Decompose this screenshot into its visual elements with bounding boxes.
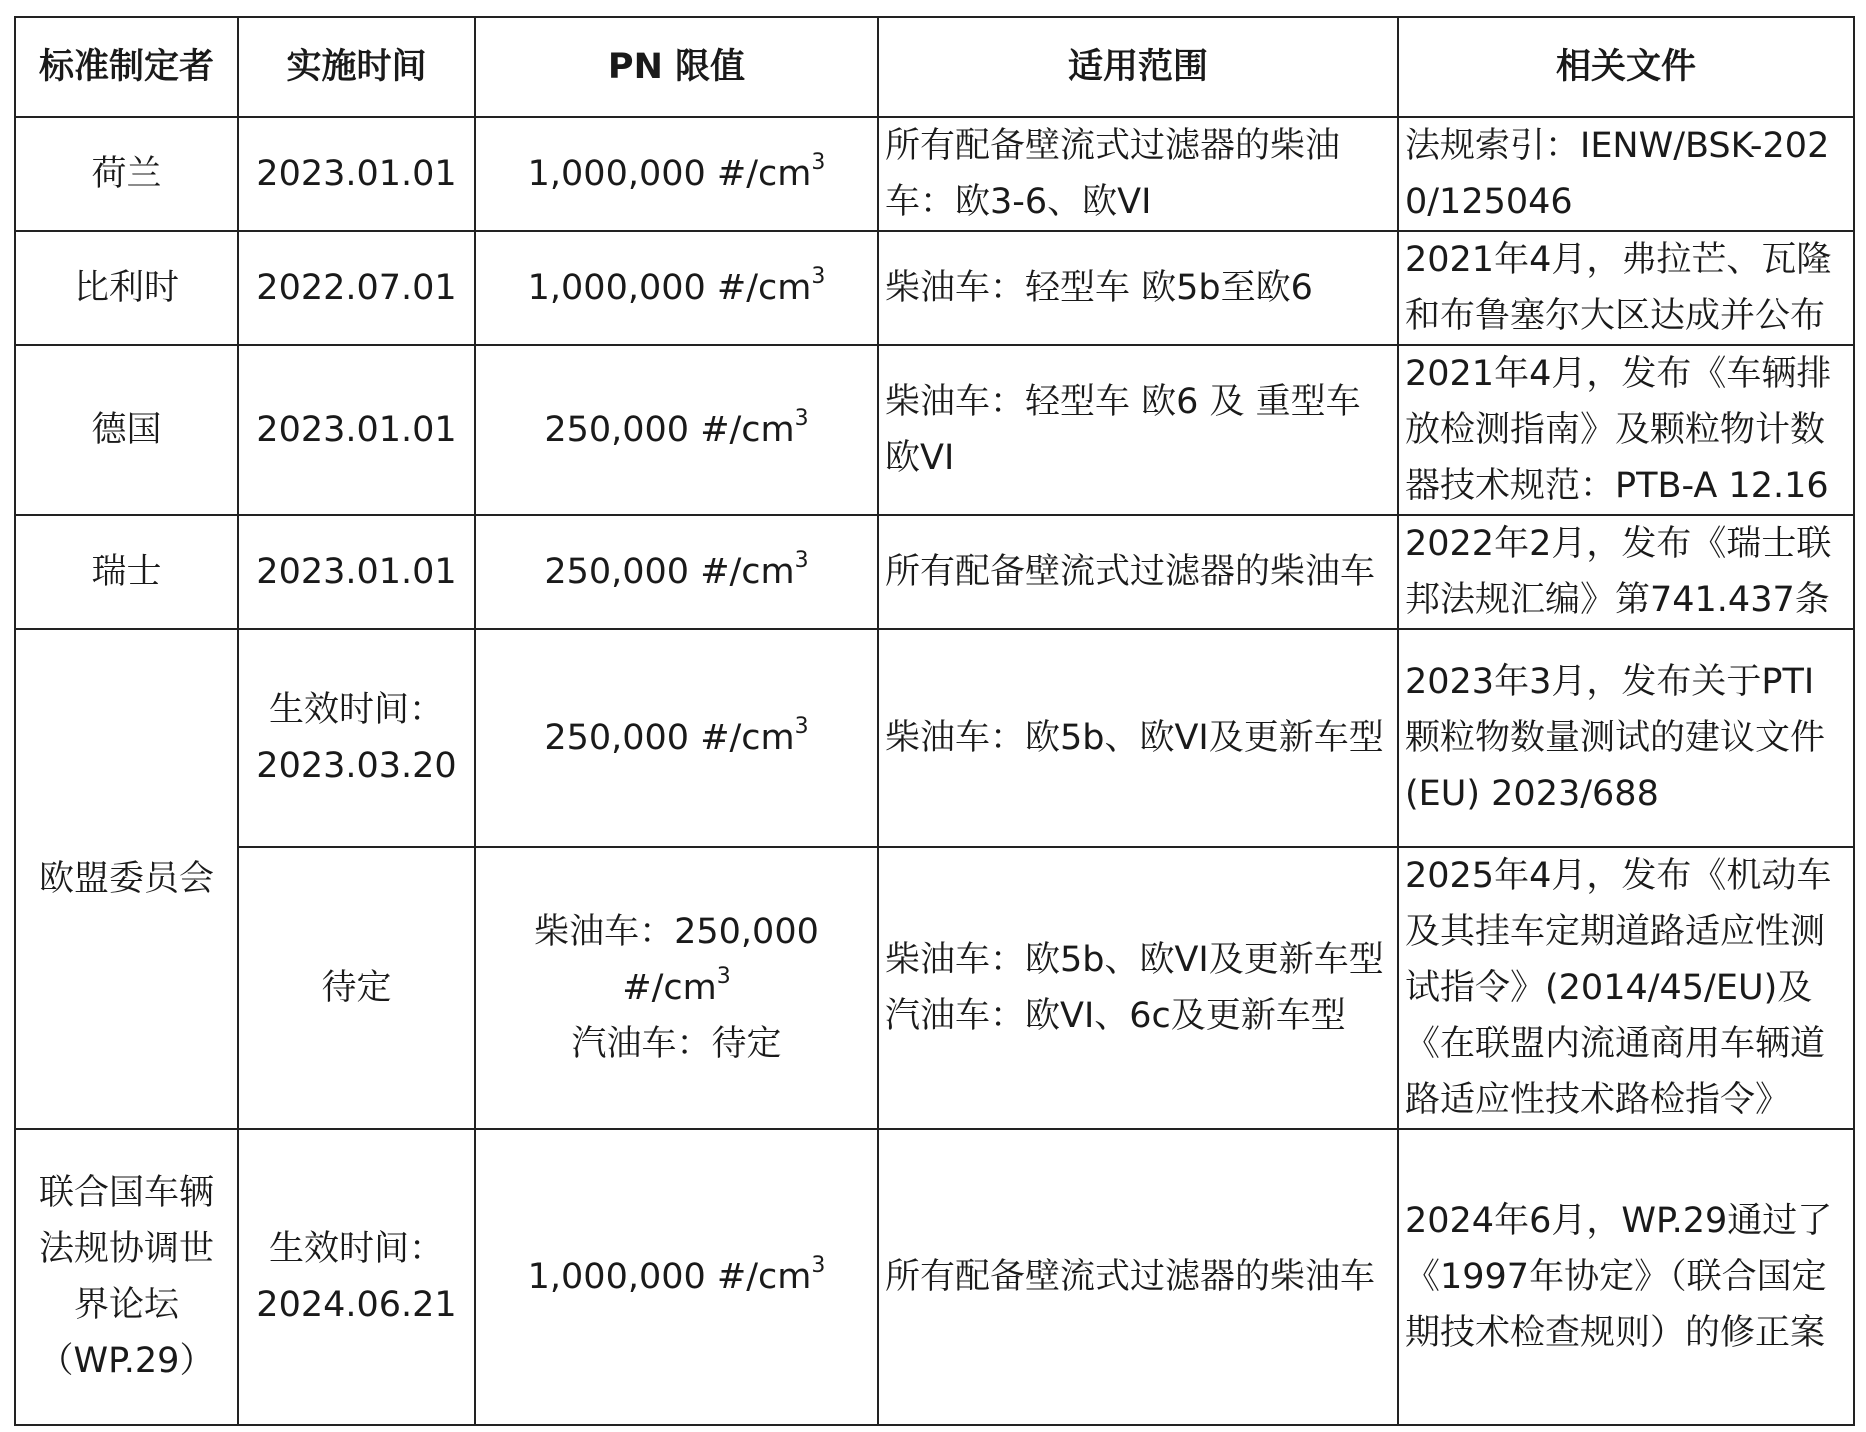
maker-cell xyxy=(15,1129,238,1425)
time-label: 生效时间： xyxy=(268,690,444,730)
maker-line: 法规协调世 xyxy=(38,1229,214,1269)
maker-line: 界论坛 xyxy=(73,1285,179,1325)
doc-cell: 2025年4月，发布《机动车及其挂车定期道路适应性测试指令》(2014/45/EU)及《在联盟内流通商用车辆道路适应性技术路检指令》 xyxy=(1398,847,1854,1129)
scope-cell: 柴油车：轻型车 欧5b至欧6 xyxy=(878,231,1398,345)
scope-diesel: 柴油车：欧5b、欧VI及更新车型 xyxy=(885,940,1384,980)
scope-cell: 柴油车：欧5b、欧VI及更新车型 xyxy=(878,629,1398,847)
header-row xyxy=(15,17,1854,117)
time-cell: 2023.01.01 xyxy=(238,515,475,629)
header-doc: 相关文件 xyxy=(1398,17,1854,117)
standards-table-container xyxy=(14,16,1855,1426)
maker-cell: 荷兰 xyxy=(15,117,238,231)
scope-gasoline: 汽油车：欧VI、6c及更新车型 xyxy=(885,996,1346,1036)
header-scope: 适用范围 xyxy=(878,17,1398,117)
maker-line: （WP.29） xyxy=(38,1341,215,1381)
doc-cell: 2024年6月，WP.29通过了《1997年协定》（联合国定期技术检查规则）的修正案 xyxy=(1398,1129,1854,1425)
table-row xyxy=(15,1129,1854,1425)
limit-value: 1,000,000 #/cm xyxy=(527,1257,812,1297)
limit-diesel xyxy=(482,904,871,1016)
maker-cell: 欧盟委员会 xyxy=(15,629,238,1129)
limit-cell xyxy=(475,117,878,231)
limit-exponent: 3 xyxy=(811,264,826,289)
pn-standards-table xyxy=(14,16,1855,1426)
doc-cell: 2021年4月，弗拉芒、瓦隆和布鲁塞尔大区达成并公布 xyxy=(1398,231,1854,345)
doc-cell: 2021年4月，发布《车辆排放检测指南》及颗粒物计数器技术规范：PTB-A 12.16 xyxy=(1398,345,1854,515)
scope-cell: 所有配备壁流式过滤器的柴油车：欧3-6、欧VI xyxy=(878,117,1398,231)
table-row xyxy=(15,515,1854,629)
time-value: 2023.03.20 xyxy=(256,746,457,786)
limit-cell xyxy=(475,629,878,847)
doc-cell: 法规索引：IENW/BSK-2020/125046 xyxy=(1398,117,1854,231)
maker-cell: 瑞士 xyxy=(15,515,238,629)
time-value: 2024.06.21 xyxy=(256,1285,457,1325)
table-row xyxy=(15,629,1854,847)
maker-cell: 德国 xyxy=(15,345,238,515)
table-row xyxy=(15,847,1854,1129)
scope-cell xyxy=(878,847,1398,1129)
limit-value: 250,000 #/cm xyxy=(544,410,795,450)
limit-exponent: 3 xyxy=(811,150,826,175)
header-time: 实施时间 xyxy=(238,17,475,117)
maker-cell: 比利时 xyxy=(15,231,238,345)
time-cell xyxy=(238,629,475,847)
limit-diesel-value: 柴油车：250,000 #/cm xyxy=(534,912,819,1008)
time-cell: 2022.07.01 xyxy=(238,231,475,345)
scope-cell: 所有配备壁流式过滤器的柴油车 xyxy=(878,515,1398,629)
limit-exponent: 3 xyxy=(811,1253,826,1278)
table-row xyxy=(15,345,1854,515)
limit-exponent: 3 xyxy=(794,714,809,739)
time-cell: 2023.01.01 xyxy=(238,345,475,515)
time-label: 生效时间： xyxy=(268,1229,444,1269)
limit-exponent: 3 xyxy=(794,548,809,573)
header-maker: 标准制定者 xyxy=(15,17,238,117)
doc-cell: 2022年2月，发布《瑞士联邦法规汇编》第741.437条 xyxy=(1398,515,1854,629)
table-row xyxy=(15,117,1854,231)
limit-exponent: 3 xyxy=(794,406,809,431)
maker-line: 联合国车辆 xyxy=(38,1173,214,1213)
limit-cell xyxy=(475,1129,878,1425)
scope-cell: 所有配备壁流式过滤器的柴油车 xyxy=(878,1129,1398,1425)
time-cell xyxy=(238,1129,475,1425)
table-row xyxy=(15,231,1854,345)
limit-cell xyxy=(475,231,878,345)
time-cell: 2023.01.01 xyxy=(238,117,475,231)
scope-cell: 柴油车：轻型车 欧6 及 重型车欧VI xyxy=(878,345,1398,515)
time-cell: 待定 xyxy=(238,847,475,1129)
limit-value: 1,000,000 #/cm xyxy=(527,268,812,308)
limit-cell xyxy=(475,345,878,515)
limit-cell xyxy=(475,847,878,1129)
doc-cell: 2023年3月，发布关于PTI颗粒物数量测试的建议文件(EU) 2023/688 xyxy=(1398,629,1854,847)
limit-value: 250,000 #/cm xyxy=(544,552,795,592)
limit-cell xyxy=(475,515,878,629)
header-limit: PN 限值 xyxy=(475,17,878,117)
limit-value: 1,000,000 #/cm xyxy=(527,154,812,194)
limit-value: 250,000 #/cm xyxy=(544,718,795,758)
limit-gasoline: 汽油车：待定 xyxy=(571,1024,782,1064)
limit-exponent: 3 xyxy=(716,964,731,989)
